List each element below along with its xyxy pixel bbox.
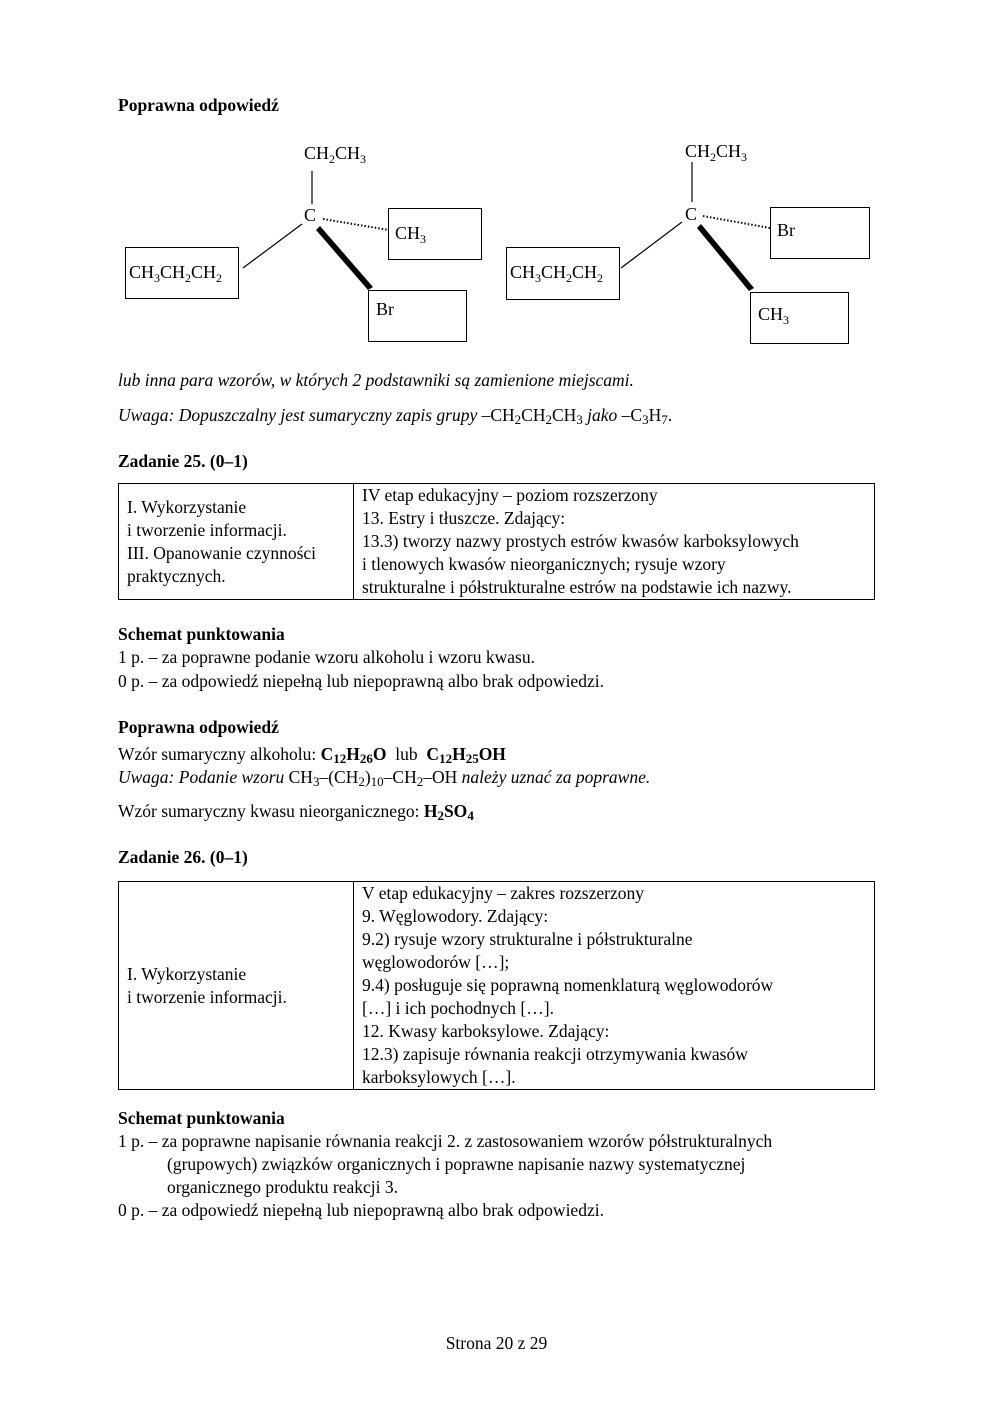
bond-left-right [621,222,682,268]
alternative-note: lub inna para wzorów, w których 2 podstawniki są zamienione miejscami. [118,370,634,390]
requirements-detailed-26: V etap edukacyjny – zakres rozszerzony 9. Węglowodory. Zdający: 9.2) rysuje wzory strukturalne i półstrukturalne węglowodorów […]; 9.4) posługuje się poprawną nomenklaturą węglowodorów […] i ich pochodnych […]. 12. Kwasy karboksylowe. Zdający: 12.3) zapisuje równania reakcji otrzymywania kwasów karboksylowych […]. [354,882,875,1090]
requirements-general: I. Wykorzystanie i tworzenie informacji. III. Opanowanie czynności praktycznych. [119,484,354,600]
hashed-bond-right [703,216,770,228]
zadanie-26-requirements-table [118,881,875,1090]
top-group-left: $CH_2CH_3$ [304,143,367,166]
schemat-0p-25: 0 p. – za odpowiedź niepełną lub niepoprawną albo brak odpowiedzi. [118,671,604,691]
right-group-box-left: $CH_3$ [388,208,482,260]
schemat-heading-26: Schemat punktowania [118,1108,285,1128]
left-group-box-left: $CH_3CH_2CH_2$ [125,247,239,299]
wedge-bond-right [697,224,754,291]
top-group-right: $CH_2CH_3$ [685,141,748,164]
schemat-1p-26-line2: (grupowych) związków organicznych i poprawne napisanie nazwy systematycznej [167,1154,746,1174]
uwaga-alcohol-line: Uwaga: Podanie wzoru CH3–(CH2)10–CH2–OH należy uznać za poprawne. [118,767,651,789]
answer-heading: Poprawna odpowiedź [118,95,279,115]
acid-formula-line: Wzór sumaryczny kwasu nieorganicznego: H2SO4 [118,801,474,823]
schemat-1p-26-line1: 1 p. – za poprawne napisanie równania reakcji 2. z zastosowaniem wzorów półstrukturalnych [118,1131,773,1151]
hashed-bond-left [323,219,389,230]
schemat-heading-25: Schemat punktowania [118,624,285,644]
center-carbon-left: C [304,205,317,225]
bottom-group-box-right: $CH_3$ [750,292,849,344]
zadanie-25-requirements-table [118,483,875,600]
zadanie-26-title: Zadanie 26. (0–1) [118,847,248,867]
bottom-group-box-left: Br [368,290,467,342]
page-number: Strona 20 z 29 [445,1333,548,1353]
wedge-bond-left [316,226,373,290]
alcohol-formula-line: Wzór sumaryczny alkoholu: C12H26O lub C12H25OH [118,744,506,766]
center-carbon-right: C [685,204,698,224]
requirements-detailed: IV etap edukacyjny – poziom rozszerzony 13. Estry i tłuszcze. Zdający: 13.3) tworzy nazwy prostych estrów kwasów karboksylowych i tlenowych kwasów nieorganicznych; rysuje wzory strukturalne i półstrukturalne estrów na podstawie ich nazwy. [354,484,875,600]
schemat-1p-26-line3: organicznego produktu reakcji 3. [167,1177,398,1197]
right-group-box-right: Br [770,207,870,259]
schemat-1p-25: 1 p. – za poprawne podanie wzoru alkoholu i wzoru kwasu. [118,647,535,667]
schemat-0p-26: 0 p. – za odpowiedź niepełną lub niepoprawną albo brak odpowiedzi. [118,1200,604,1220]
answer-heading-25: Poprawna odpowiedź [118,717,279,737]
left-group-box-right: $CH_3CH_2CH_2$ [506,247,620,300]
uwaga-note-c3h7: Uwaga: Dopuszczalny jest sumaryczny zapis grupy –CH2CH2CH3 jako –C3H7. [118,405,673,427]
bond-left-left [243,224,302,268]
zadanie-25-title: Zadanie 25. (0–1) [118,451,248,471]
requirements-general-26: I. Wykorzystanie i tworzenie informacji. [119,882,354,1090]
